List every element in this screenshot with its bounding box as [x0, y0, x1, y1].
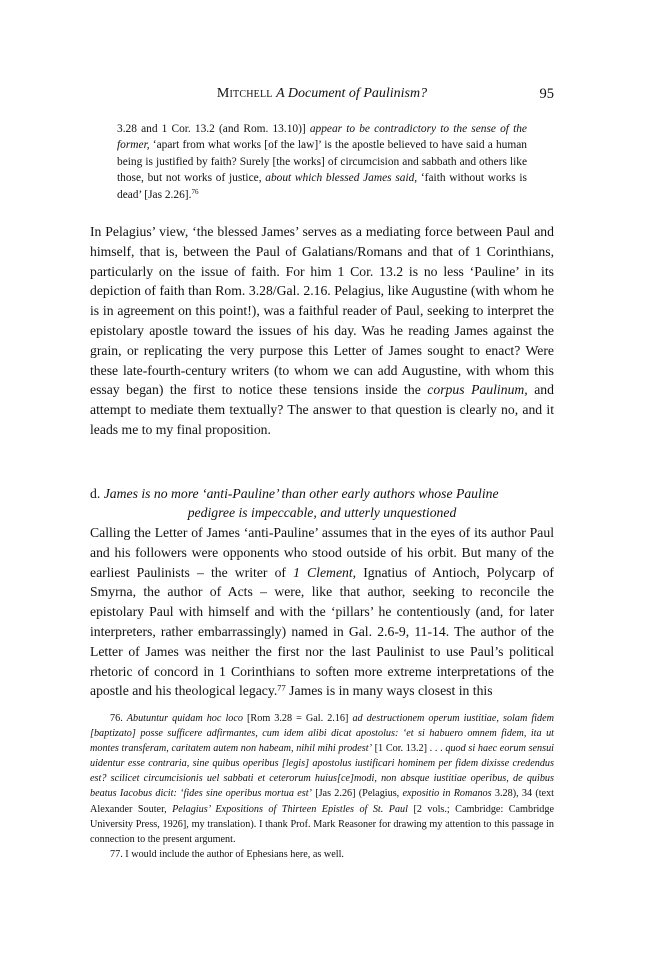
block-quote [117, 121, 527, 203]
section-label: d. [90, 486, 104, 501]
body-paragraph-2 [90, 523, 554, 701]
running-title [90, 86, 554, 102]
footnote-text: [2 vols.; Cambridge: Cambridge University Press, 1926], my translation). I thank Prof. Mark Reasoner for drawing my attention to this passage in connection to the present argument. [90, 803, 554, 845]
footnote-text: [Rom 3.28 = Gal. 2.16] [243, 713, 353, 724]
footnote-text: [1 Cor. 13.2] . . . [371, 743, 446, 755]
footnotes [90, 711, 554, 862]
quote-text: ‘faith without works is dead’ [Jas 2.26]. [117, 172, 527, 201]
page-number: 95 [539, 86, 554, 102]
footnote-italic: ad destructionem operum iustitiae, solam fidem [baptizato] posse sufficere adfirmantes, cum idem alibi dicat apostolus: ‘et si habuero omnem fidem, ita ut montes transferam, caritatem autem non habeam, nihil mihi prodest’ [90, 713, 554, 755]
footnote-76 [90, 711, 554, 847]
section-heading-line1: James is no more ‘anti-Pauline’ than other early authors whose Pauline [103, 486, 499, 501]
header-title: A Document of Paulinism? [276, 86, 428, 101]
footnote-text: I would include the author of Ephesians here, as well. [122, 848, 344, 860]
paragraph-text: and attempt to mediate them textually? The answer to that question is clearly no, and it leads me to my final proposition. [90, 382, 554, 437]
body-paragraph-1 [90, 222, 554, 440]
paragraph-italic: 1 Clement, [293, 564, 357, 580]
footnote-ref-76: 76 [191, 187, 199, 196]
paragraph-italic: corpus Paulinum, [427, 382, 528, 398]
paragraph-text: Ignatius of Antioch, Polycarp of Smyrna, the author of Acts – were, like that author, seeking to reconcile the epistolary Paul with himself and with the ‘pillars’ he contentiously (and, for later interpreters, rather embarrassingly) named in Gal. 2.6-9, 11-14. The author of the Letter of James was neither the first nor the last Paulinist to use Paul’s political rhetoric of concord in 1 Corinthians to soften more extreme interpretations of the apostle and his theological legacy. [90, 564, 554, 699]
quote-text: ‘apart from what works [of the law]’ is the apostle believed to have said a human being is justified by faith? Surely [the works] of circumcision and sabbath and others like those, but not works of justice, [117, 139, 527, 185]
section-heading-line2: pedigree is impeccable, and utterly unquestioned [187, 505, 457, 521]
footnote-ref-77: 77 [277, 682, 286, 693]
quote-italic: about which blessed James said, [265, 172, 418, 185]
footnote-number: 77. [110, 848, 123, 860]
quote-text: 3.28 and 1 Cor. 13.2 (and Rom. 13.10)] [117, 123, 310, 135]
footnote-italic: Abutuntur quidam hoc loco [126, 713, 243, 724]
footnote-text: [Jas 2.26] (Pelagius, [311, 788, 403, 800]
paragraph-text: James is in many ways closest in this [285, 683, 493, 699]
section-heading [90, 484, 554, 522]
paragraph-text: In Pelagius’ view, ‘the blessed James’ serves as a mediating force between Paul and himself, that is, between the Paul of Galatians/Romans and that of 1 Corinthians, particularly on the issue of faith. For him 1 Cor. 13.2 is no less ‘Pauline’ in its depiction of faith than Rom. 3.28/Gal. 2.16. Pelagius, like Augustine (with whom he is in agreement on this point!), was a faithful reader of Paul, seeking to interpret the epistolary apostle toward the issues of his day. Was he reading James against the grain, or replicating the very purpose this Letter of James sought to enact? Were these late-fourth-century writers (to whom we can add Augustine, with whom this essay began) the first to notice these tensions inside the [90, 224, 554, 398]
footnote-number: 76. [110, 713, 123, 724]
footnote-text: 3.28), 34 (text Alexander Souter, [90, 788, 555, 815]
footnote-italic: Pelagius’ Expositions of Thirteen Epistles of St. Paul [172, 803, 408, 815]
header-author: Mitchell [216, 86, 273, 101]
running-header [90, 86, 554, 106]
quote-italic: appear to be contradictory to the sense of the former, [117, 123, 527, 152]
footnote-italic: expositio in Romanos [402, 788, 492, 800]
footnote-italic: quod si haec eorum sensui uidentur esse contraria, sine quibus operibus [legis] apostolus iustificari hominem per fidem dixisse credendus est? scilicet circumcisionis uel sabbati et ceterorum huius[ce]modi, non absque iustitiae operibus, de quibus beatus Iacobus dicit: ‘fides sine operibus mortua est’ [90, 743, 554, 800]
paragraph-text: Calling the Letter of James ‘anti-Pauline’ assumes that in the eyes of its author Paul and his followers were opponents who stood outside of his orbit. But many of the earliest Paulinists – the writer of [90, 525, 554, 580]
footnote-77 [90, 847, 554, 862]
